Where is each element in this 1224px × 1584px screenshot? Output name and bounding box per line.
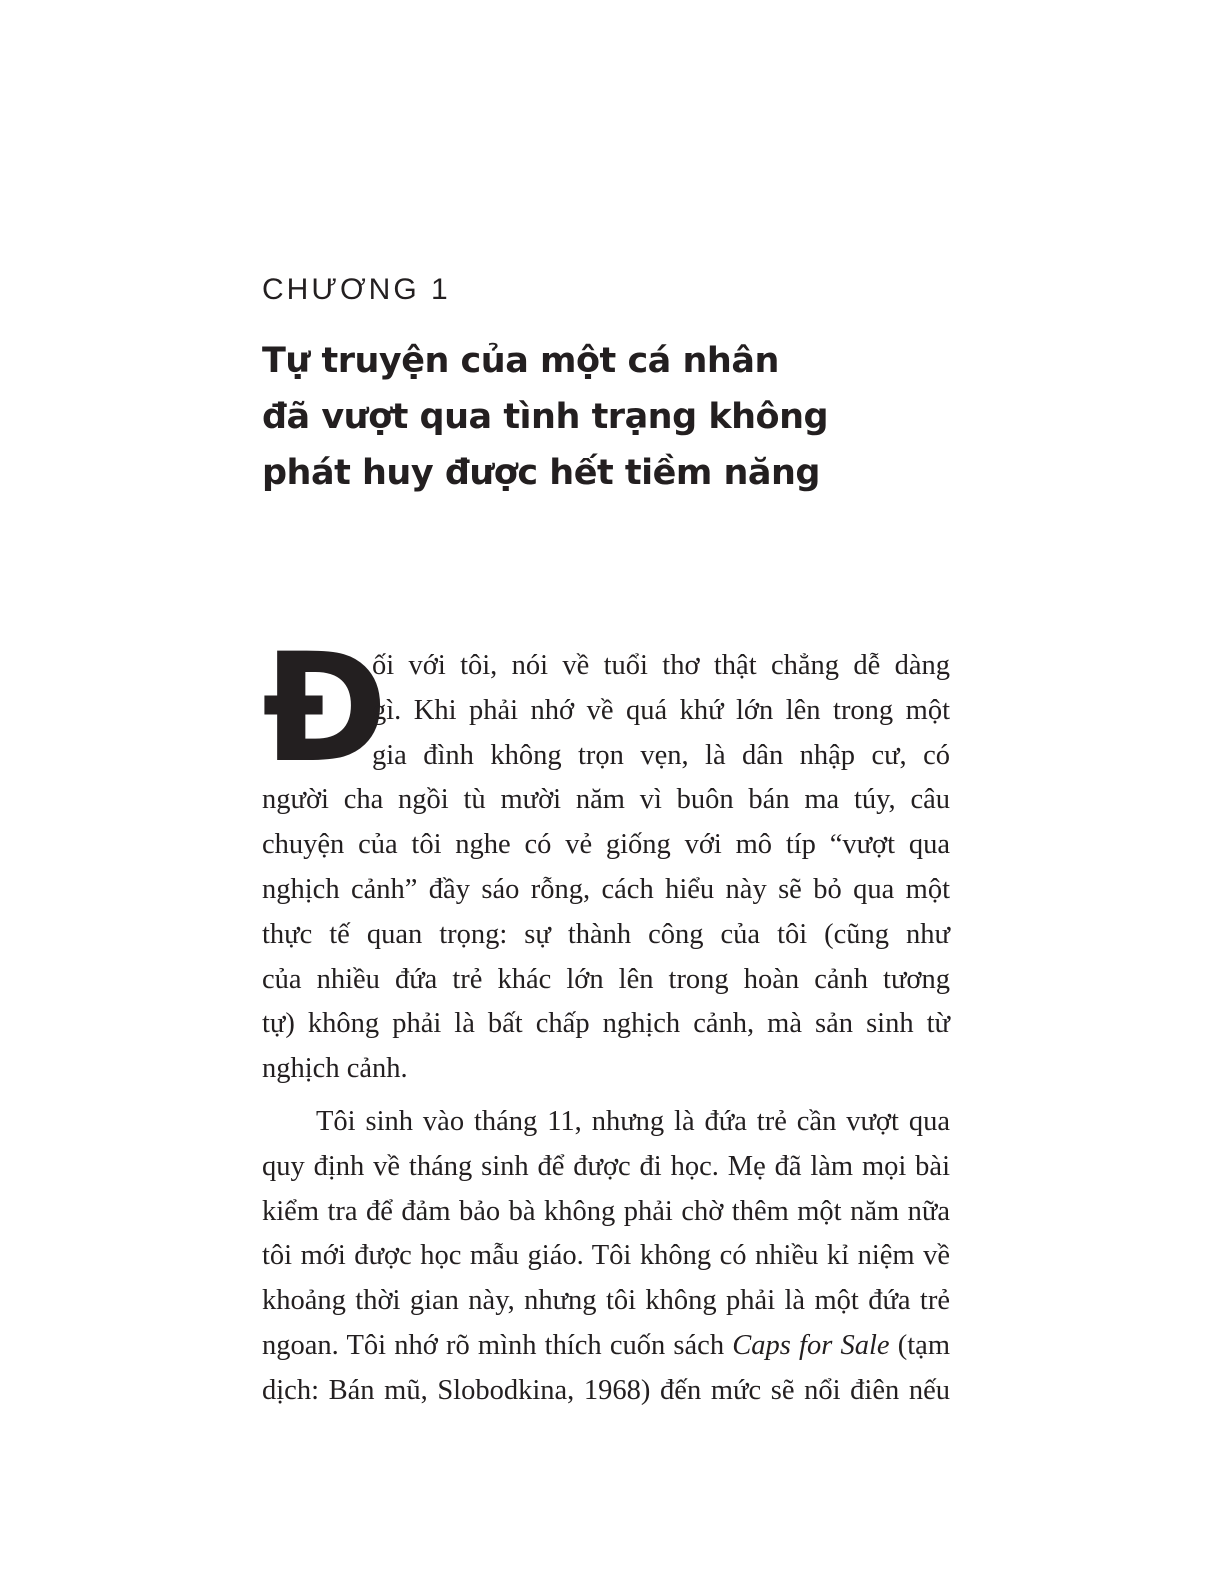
text-line: quy định về tháng sinh để được đi học. Mẹ đã làm mọi bài bbox=[262, 1150, 950, 1182]
text-line: khoảng thời gian này, nhưng tôi không phải là một đứa trẻ bbox=[262, 1285, 950, 1317]
text-line: nghịch cảnh” đầy sáo rỗng, cách hiểu này sẽ bỏ qua một bbox=[262, 873, 950, 905]
chapter-title bbox=[262, 333, 882, 501]
text-line: tự) không phải là bất chấp nghịch cảnh, mà sản sinh từ bbox=[262, 1008, 950, 1040]
chapter-title-line: phát huy được hết tiềm năng bbox=[262, 453, 820, 493]
paragraph-1 bbox=[262, 622, 950, 1092]
chapter-title-line: Tự truyện của một cá nhân bbox=[262, 341, 779, 381]
text-line: kiểm tra để đảm bảo bà không phải chờ thêm một năm nữa bbox=[262, 1195, 950, 1227]
text-segment: (tạm bbox=[889, 1329, 950, 1361]
text-line: dịch: Bán mũ, Slobodkina, 1968) đến mức sẽ nổi điên nếu bbox=[262, 1374, 950, 1406]
drop-cap: Đ bbox=[262, 622, 384, 796]
chapter-title-line: đã vượt qua tình trạng không bbox=[262, 397, 829, 437]
text-line: chuyện của tôi nghe có vẻ giống với mô típ “vượt qua bbox=[262, 829, 950, 861]
text-line: tôi mới được học mẫu giáo. Tôi không có nhiều kỉ niệm về bbox=[262, 1240, 950, 1272]
chapter-label: CHƯƠNG 1 bbox=[262, 273, 451, 306]
text-line bbox=[262, 1324, 950, 1369]
text-line: gì. Khi phải nhớ về quá khứ lớn lên trong một bbox=[372, 694, 950, 726]
book-title-italic: Caps for Sale bbox=[732, 1329, 890, 1361]
text-line: gia đình không trọn vẹn, là dân nhập cư, có bbox=[372, 739, 950, 771]
text-line: thực tế quan trọng: sự thành công của tôi (cũng như bbox=[262, 918, 950, 950]
text-line: của nhiều đứa trẻ khác lớn lên trong hoàn cảnh tương bbox=[262, 963, 950, 995]
text-line: nghịch cảnh. bbox=[262, 1053, 408, 1085]
paragraph-2 bbox=[262, 1100, 950, 1414]
text-line: Tôi sinh vào tháng 11, nhưng là đứa trẻ cần vượt qua bbox=[316, 1105, 950, 1137]
text-line: người cha ngồi tù mười năm vì buôn bán ma túy, câu bbox=[262, 784, 950, 816]
body-text bbox=[262, 622, 950, 1414]
text-line: ối với tôi, nói về tuổi thơ thật chẳng dễ dàng bbox=[372, 650, 950, 681]
text-segment: ngoan. Tôi nhớ rõ mình thích cuốn sách bbox=[262, 1329, 733, 1361]
